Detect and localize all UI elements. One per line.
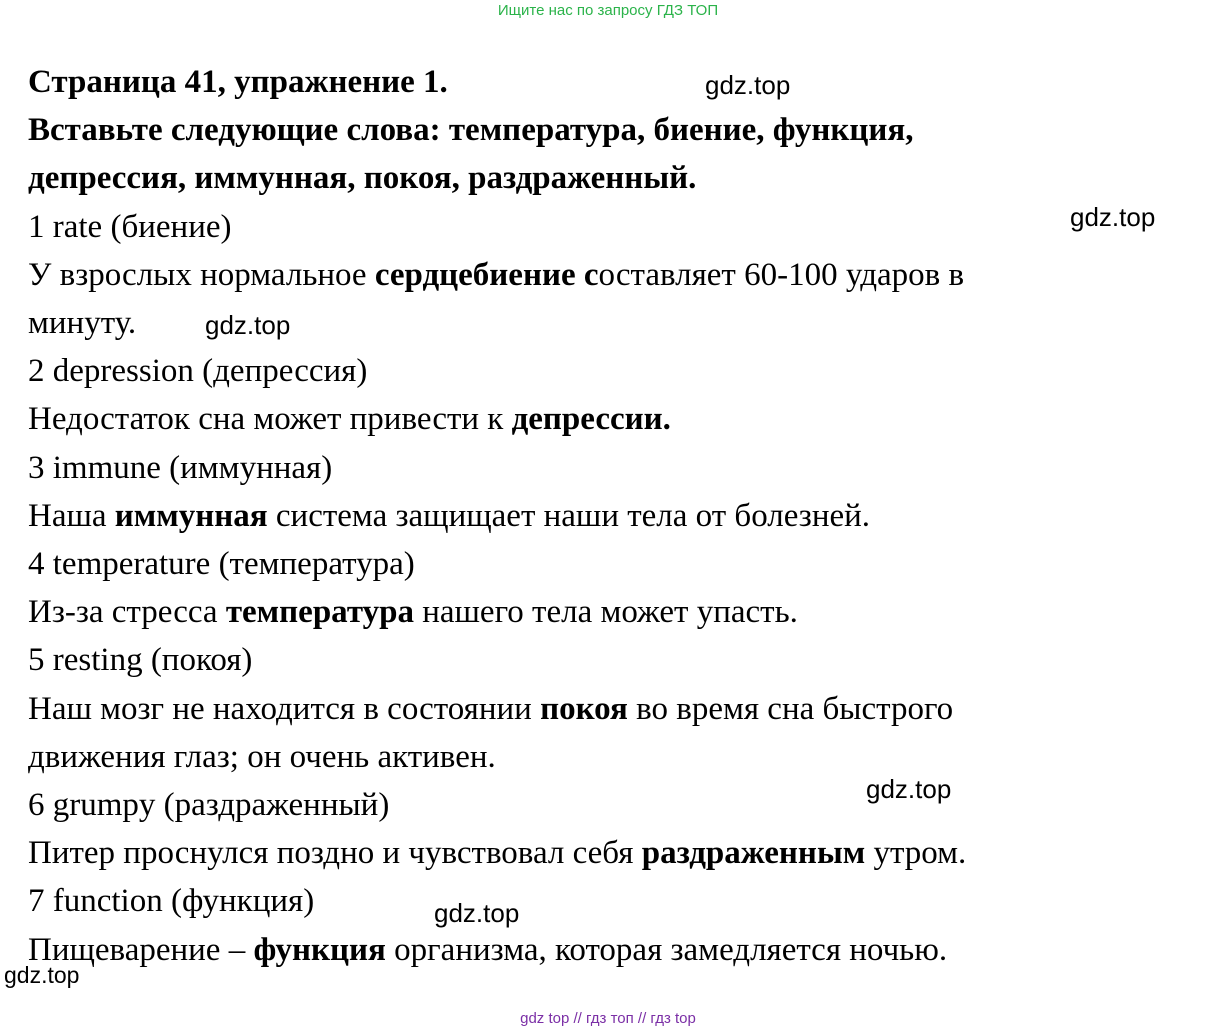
answer-word: депрессии. <box>511 401 671 438</box>
sentence-text: У взрослых нормальное <box>28 256 375 293</box>
item-2-header: 2 depression (депрессия) <box>28 353 368 390</box>
answer-word: функция <box>253 931 386 968</box>
sentence-text: Наша <box>28 497 115 534</box>
item-5-sentence <box>28 685 1198 733</box>
item-6-sentence <box>28 829 1198 877</box>
task-instruction-line-2: депрессия, иммунная, покоя, раздраженный. <box>28 160 697 197</box>
item-3-header: 3 immune (иммунная) <box>28 449 333 486</box>
sentence-text: Пищеварение – <box>28 931 254 968</box>
sentence-text: система защищает наши тела от болезней. <box>267 497 871 534</box>
item-5-header: 5 resting (покоя) <box>28 642 253 679</box>
sentence-text: Недостаток сна может привести к <box>28 401 512 438</box>
sentence-text: организма, которая замедляется ночью. <box>385 931 948 968</box>
item-5-sentence-cont: движения глаз; он очень активен. <box>28 738 496 775</box>
answer-word: раздраженным <box>641 835 866 872</box>
sentence-text: Питер проснулся поздно и чувствовал себя <box>28 835 642 872</box>
item-7-header: 7 function (функция) <box>28 883 315 920</box>
answer-word: иммунная <box>114 497 268 534</box>
watermark: gdz.top <box>1070 202 1156 232</box>
watermark: gdz.top <box>205 310 291 340</box>
item-1-sentence-cont: минуту. <box>28 305 137 342</box>
answer-word: покоя <box>540 690 628 727</box>
page-title: Страница 41, упражнение 1. <box>28 64 448 100</box>
sentence-text: оставляет 60-100 ударов в <box>598 256 965 293</box>
watermark: gdz.top <box>4 962 80 988</box>
sentence-text: Наш мозг не находится в состоянии <box>28 690 541 727</box>
item-1-header: 1 rate (биение) <box>28 208 232 245</box>
watermark: gdz.top <box>434 898 520 928</box>
item-1-sentence <box>28 251 1198 299</box>
top-banner[interactable]: Ищите нас по запросу ГДЗ ТОП <box>497 2 719 19</box>
task-instruction-line-1: Вставьте следующие слова: температура, биение, функция, <box>28 112 914 149</box>
item-2-sentence <box>28 395 1198 443</box>
sentence-text: утром. <box>865 835 967 872</box>
answer-word: температура <box>225 594 414 631</box>
footer-links[interactable]: gdz top // гдз топ // гдз top <box>520 1010 696 1027</box>
answer-word: сердцебиение с <box>374 256 599 293</box>
watermark: gdz.top <box>866 774 952 804</box>
sentence-text: во время сна быстрого <box>627 690 954 727</box>
item-4-sentence <box>28 588 1198 636</box>
watermark: gdz.top <box>705 70 791 100</box>
sentence-text: Из-за стресса <box>28 594 226 631</box>
item-7-sentence <box>28 926 1198 974</box>
sentence-text: нашего тела может упасть. <box>413 594 798 631</box>
item-3-sentence <box>28 492 1198 540</box>
item-4-header: 4 temperature (температура) <box>28 546 415 583</box>
item-6-header: 6 grumpy (раздраженный) <box>28 787 390 824</box>
exercise-content <box>28 58 1198 974</box>
